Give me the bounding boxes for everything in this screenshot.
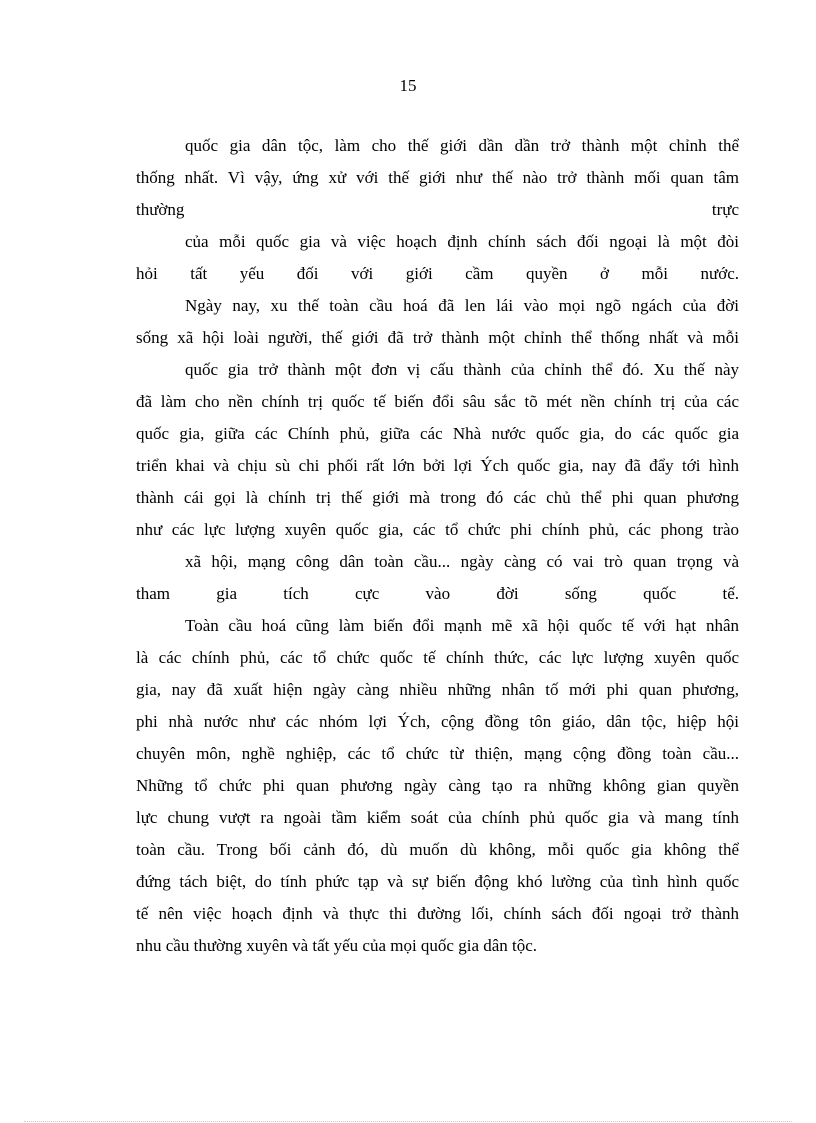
body-text xyxy=(136,130,739,962)
text-line: quốc gia dân tộc, làm cho thế giới dần dần trở thành một chỉnh thể xyxy=(185,136,739,155)
text-line: chuyên môn, nghề nghiệp, các tổ chức từ thiện, mạng cộng đồng toàn cầu... xyxy=(136,744,739,763)
text-line: tế nên việc hoạch định và thực thi đường lối, chính sách đối ngoại trở thành xyxy=(136,904,739,923)
text-line: Những tổ chức phi quan phương ngày càng tạo ra những không gian quyền xyxy=(136,776,739,795)
text-line: Toàn cầu hoá cũng làm biến đổi mạnh mẽ xã hội quốc tế với hạt nhân xyxy=(185,616,739,635)
bottom-divider xyxy=(24,1121,792,1122)
text-line: gia, nay đã xuất hiện ngày càng nhiều những nhân tố mới phi quan phương, xyxy=(136,680,739,699)
text-line: tham gia tích cực vào đời sống quốc tế. xyxy=(136,584,739,603)
text-line: quốc gia trở thành một đơn vị cấu thành của chỉnh thể đó. Xu thế này xyxy=(185,360,739,379)
text-line: toàn cầu. Trong bối cảnh đó, dù muốn dù không, mỗi quốc gia không thể xyxy=(136,840,739,859)
page-number: 15 xyxy=(399,76,417,95)
text-line: Ngày nay, xu thế toàn cầu hoá đã len lái vào mọi ngõ ngách của đời xyxy=(185,296,739,315)
text-line: triển khai và chịu sù chi phối rất lớn bởi lợi Ých quốc gia, nay đã đẩy tới hình xyxy=(136,456,739,475)
text-line: thống nhất. Vì vậy, ứng xử với thế giới như thế nào trở thành mối quan tâm xyxy=(136,168,739,187)
text-line: của mỗi quốc gia và việc hoạch định chính sách đối ngoại là một đòi xyxy=(185,232,739,251)
text-line: nhu cầu thường xuyên và tất yếu của mọi quốc gia dân tộc. xyxy=(136,936,538,955)
text-line: đã làm cho nền chính trị quốc tế biến đổi sâu sắc tõ mét nền chính trị của các xyxy=(136,392,739,411)
text-line: xã hội, mạng công dân toàn cầu... ngày càng có vai trò quan trọng và xyxy=(185,552,739,571)
text-line: phi nhà nước như các nhóm lợi Ých, cộng đồng tôn giáo, dân tộc, hiệp hội xyxy=(136,712,739,731)
text-line: quốc gia, giữa các Chính phủ, giữa các Nhà nước quốc gia, do các quốc gia xyxy=(136,424,739,443)
text-line: sống xã hội loài người, thế giới đã trở thành một chỉnh thể thống nhất và mỗi xyxy=(136,328,739,347)
text-line: hỏi tất yếu đối với giới cầm quyền ở mỗi nước. xyxy=(136,264,739,283)
text-line: đứng tách biệt, do tính phức tạp và sự biến động khó lường của tình hình quốc xyxy=(136,872,739,891)
text-line: là các chính phủ, các tổ chức quốc tế chính thức, các lực lượng xuyên quốc xyxy=(136,648,739,667)
text-line: lực chung vượt ra ngoài tầm kiểm soát của chính phủ quốc gia và mang tính xyxy=(136,808,739,827)
text-line: như các lực lượng xuyên quốc gia, các tổ chức phi chính phủ, các phong trào xyxy=(136,520,739,539)
text-line: thành cái gọi là chính trị thế giới mà trong đó các chủ thể phi quan phương xyxy=(136,488,739,507)
text-line: thường trực xyxy=(136,200,739,219)
